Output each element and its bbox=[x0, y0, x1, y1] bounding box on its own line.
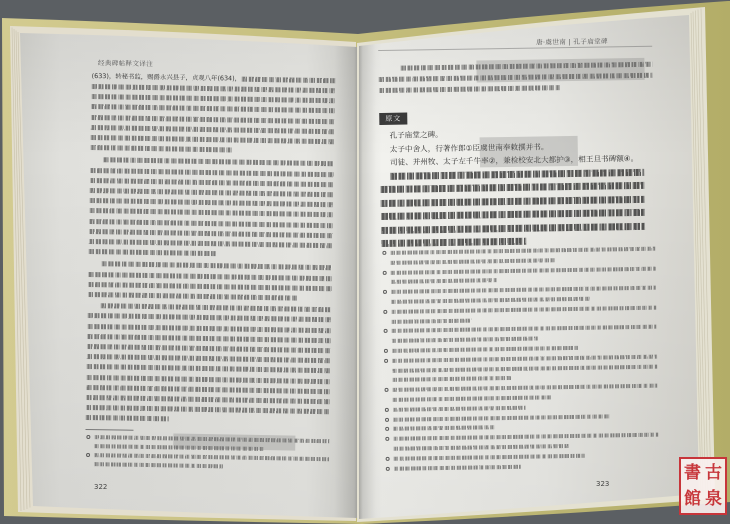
footnote-marker bbox=[86, 435, 90, 439]
text-line bbox=[394, 454, 585, 461]
footnote-marker bbox=[383, 290, 387, 294]
right-running-head: 唐·虞世南 | 孔子庙堂碑 bbox=[536, 37, 608, 47]
text-line bbox=[391, 297, 590, 304]
seal-character: 古 bbox=[705, 462, 722, 483]
footnote-marker bbox=[386, 457, 390, 461]
footnote-marker bbox=[385, 427, 389, 431]
original-text-line: 孔子庙堂之碑。 bbox=[389, 129, 443, 140]
footnote-marker bbox=[385, 408, 389, 412]
text-line bbox=[393, 395, 552, 401]
footnote-marker bbox=[385, 437, 389, 441]
footnote-marker bbox=[385, 417, 389, 421]
left-running-head: 经典碑帖释文译注 bbox=[97, 59, 154, 69]
original-text-line: 司徒、并州牧、太子左千牛率②，兼检校安北大都护③，相王旦书碑额④。 bbox=[389, 153, 639, 167]
text-line bbox=[392, 376, 511, 382]
right-page-number: 323 bbox=[596, 480, 610, 488]
right-page-content bbox=[378, 33, 659, 477]
seal-character: 泉 bbox=[705, 488, 722, 509]
text-line bbox=[390, 247, 655, 255]
text-line bbox=[392, 364, 657, 372]
text-line bbox=[391, 305, 656, 313]
footnote-marker bbox=[384, 359, 388, 363]
text-line bbox=[391, 318, 471, 323]
footnote-marker bbox=[382, 251, 386, 255]
footnote-marker bbox=[384, 349, 388, 353]
right-footnotes bbox=[378, 33, 659, 477]
first-line-text: (633)，转秘书监，赐爵永兴县子，贞观八年(634)， bbox=[91, 71, 242, 83]
text-line bbox=[393, 384, 658, 392]
footnote-marker bbox=[383, 310, 387, 314]
text-line bbox=[391, 258, 555, 265]
text-line bbox=[94, 462, 223, 468]
text-line bbox=[393, 406, 526, 412]
text-line bbox=[394, 464, 521, 470]
left-footnote-highlight bbox=[173, 433, 295, 450]
original-text-line: 太子中舍人，行著作郎①臣虞世南奉敕撰并书。 bbox=[389, 141, 549, 154]
text-line bbox=[393, 433, 658, 441]
seal-stamp bbox=[679, 457, 727, 515]
text-line bbox=[391, 286, 656, 294]
footnote-marker bbox=[385, 388, 389, 392]
left-footnotes bbox=[85, 57, 336, 481]
seal-character: 書 bbox=[684, 462, 701, 483]
text-line bbox=[392, 354, 657, 362]
text-line bbox=[391, 266, 656, 274]
text-line bbox=[94, 453, 329, 461]
left-page-content bbox=[85, 57, 336, 481]
text-line bbox=[392, 346, 578, 353]
text-line bbox=[393, 426, 494, 432]
text-line bbox=[393, 444, 568, 451]
footnote-marker bbox=[86, 453, 90, 457]
text-line bbox=[393, 414, 610, 421]
footnote-marker bbox=[383, 270, 387, 274]
text-line bbox=[392, 337, 538, 343]
left-page-number: 322 bbox=[94, 483, 108, 491]
footnote-marker bbox=[384, 329, 388, 333]
seal-character: 館 bbox=[684, 488, 701, 509]
footnote-marker bbox=[386, 466, 390, 470]
text-line bbox=[391, 279, 497, 285]
section-label: 原文 bbox=[379, 113, 407, 125]
text-line bbox=[392, 325, 657, 333]
